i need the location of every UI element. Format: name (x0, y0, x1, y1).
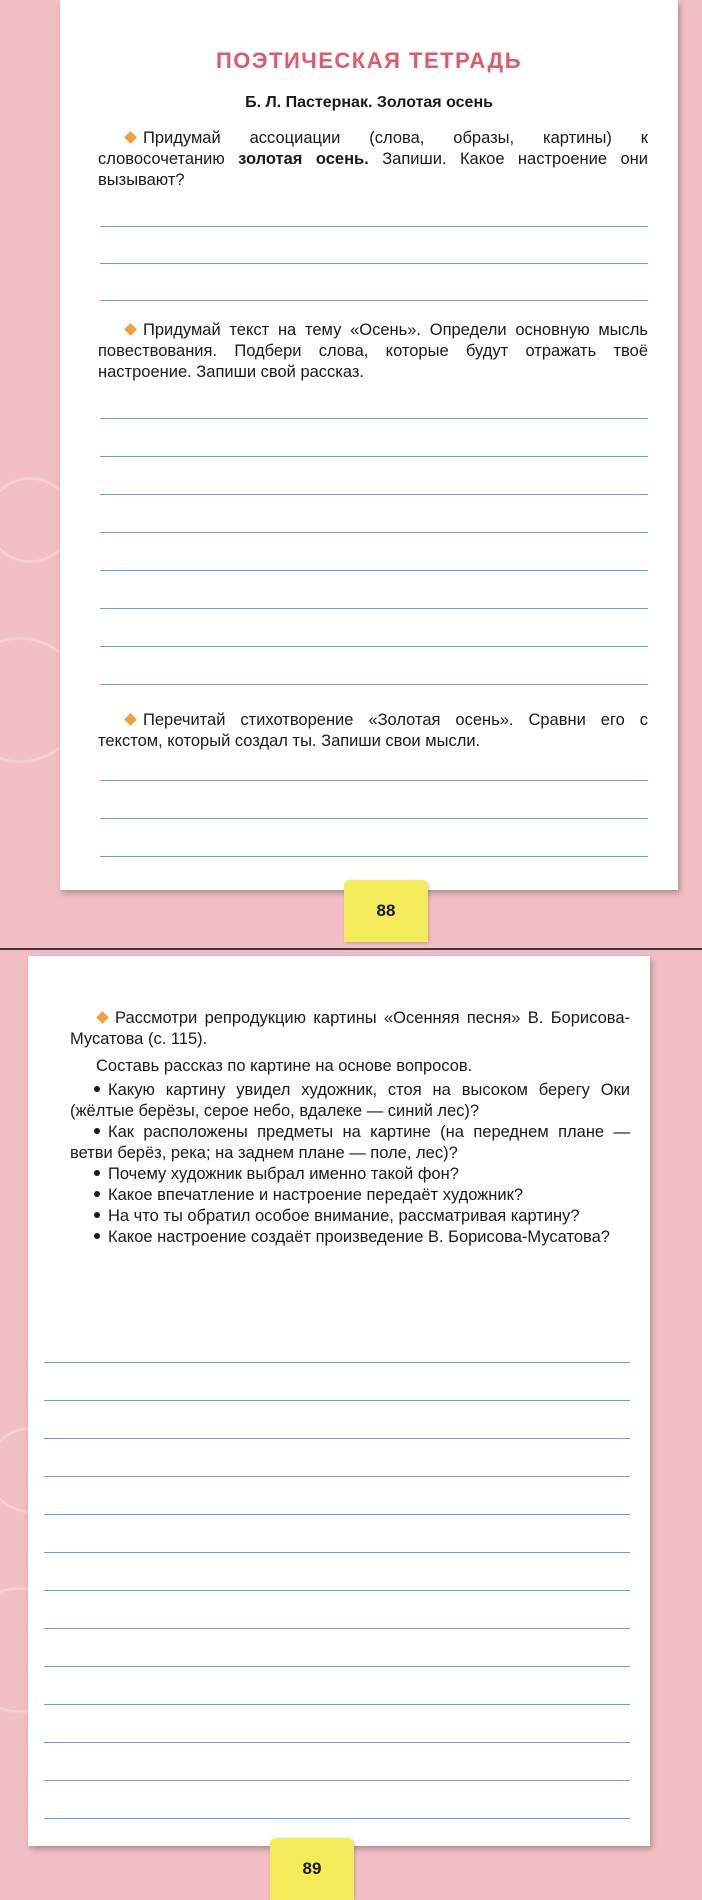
answer-line[interactable] (44, 1704, 630, 1705)
page-89 (0, 950, 702, 1900)
task-3 (98, 710, 648, 752)
task-painting (70, 1008, 630, 1050)
task-intro-text: Составь рассказ по картине на основе вопросов. (96, 1057, 473, 1075)
question-text: Как расположены предметы на картине (на переднем плане — ветви берёз, река; на заднем плане — поле, лес)? (70, 1123, 630, 1162)
question-text: Какое настроение создаёт произведение В. Борисова-Мусатова? (108, 1228, 610, 1246)
answer-line[interactable] (100, 418, 648, 419)
page-number-88: 88 (344, 880, 428, 942)
page-title: ПОЭТИЧЕСКАЯ ТЕТРАДЬ (215, 48, 523, 73)
answer-line[interactable] (100, 263, 648, 264)
answer-line[interactable] (100, 456, 648, 457)
diamond-bullet-icon (124, 713, 137, 726)
task-2 (98, 320, 648, 383)
question-list (70, 1080, 630, 1248)
question-item (70, 1185, 630, 1206)
task-2-text: Придумай текст на тему «Осень». Определи основную мысль повествования. Подбери слова, которые будут отражать твоё настроение. Запиши свой рассказ. (98, 321, 648, 381)
task-1 (98, 128, 648, 191)
answer-line[interactable] (44, 1780, 630, 1781)
answer-line[interactable] (100, 608, 648, 609)
question-item (70, 1122, 630, 1164)
question-item (70, 1164, 630, 1185)
task-painting-text: Рассмотри репродукцию картины «Осенняя песня» В. Борисова-Мусатова (с. 115). (70, 1009, 630, 1048)
answer-line[interactable] (100, 646, 648, 647)
worksheet-page-88 (60, 0, 678, 890)
bullet-icon (94, 1086, 100, 1092)
page-number-89: 89 (270, 1838, 354, 1900)
answer-line[interactable] (44, 1818, 630, 1819)
answer-line[interactable] (44, 1742, 630, 1743)
diamond-bullet-icon (96, 1011, 109, 1024)
bullet-icon (94, 1233, 100, 1239)
question-text: На что ты обратил особое внимание, рассматривая картину? (108, 1207, 580, 1225)
question-text: Какое впечатление и настроение передаёт художник? (108, 1186, 524, 1204)
page-subtitle: Б. Л. Пастернак. Золотая осень (245, 94, 493, 111)
diamond-bullet-icon (124, 131, 137, 144)
answer-line[interactable] (100, 300, 648, 301)
bullet-icon (94, 1128, 100, 1134)
bullet-icon (94, 1191, 100, 1197)
task-1-text-before: Придумай ассоциации (слова, образы, картины) к словосочетанию (98, 129, 648, 168)
question-item (70, 1227, 630, 1248)
task-intro (70, 1056, 630, 1077)
question-item (70, 1206, 630, 1227)
answer-line[interactable] (100, 818, 648, 819)
question-text: Почему художник выбрал именно такой фон? (108, 1165, 459, 1183)
answer-line[interactable] (100, 856, 648, 857)
answer-line[interactable] (100, 494, 648, 495)
answer-line[interactable] (100, 532, 648, 533)
answer-line[interactable] (44, 1514, 630, 1515)
answer-line[interactable] (44, 1438, 630, 1439)
answer-line[interactable] (44, 1552, 630, 1553)
worksheet-page-89 (28, 956, 650, 1846)
answer-line[interactable] (44, 1362, 630, 1363)
bullet-icon (94, 1212, 100, 1218)
bullet-icon (94, 1170, 100, 1176)
answer-line[interactable] (44, 1476, 630, 1477)
answer-line[interactable] (44, 1400, 630, 1401)
question-text: Какую картину увидел художник, стоя на высоком берегу Оки (жёлтые берёзы, серое небо, вдалеке — синий лес)? (70, 1081, 630, 1120)
answer-line[interactable] (44, 1666, 630, 1667)
answer-line[interactable] (44, 1590, 630, 1591)
question-item (70, 1080, 630, 1122)
answer-line[interactable] (100, 226, 648, 227)
task-1-text-after: Запиши. Какое настроение они вызывают? (98, 150, 648, 189)
answer-line[interactable] (44, 1628, 630, 1629)
task-3-text: Перечитай стихотворение «Золотая осень». Сравни его с текстом, который создал ты. Запиши свои мысли. (98, 711, 648, 750)
task-1-bold: золотая осень. (238, 150, 369, 168)
answer-line[interactable] (100, 684, 648, 685)
answer-line[interactable] (100, 780, 648, 781)
diamond-bullet-icon (124, 323, 137, 336)
answer-line[interactable] (100, 570, 648, 571)
